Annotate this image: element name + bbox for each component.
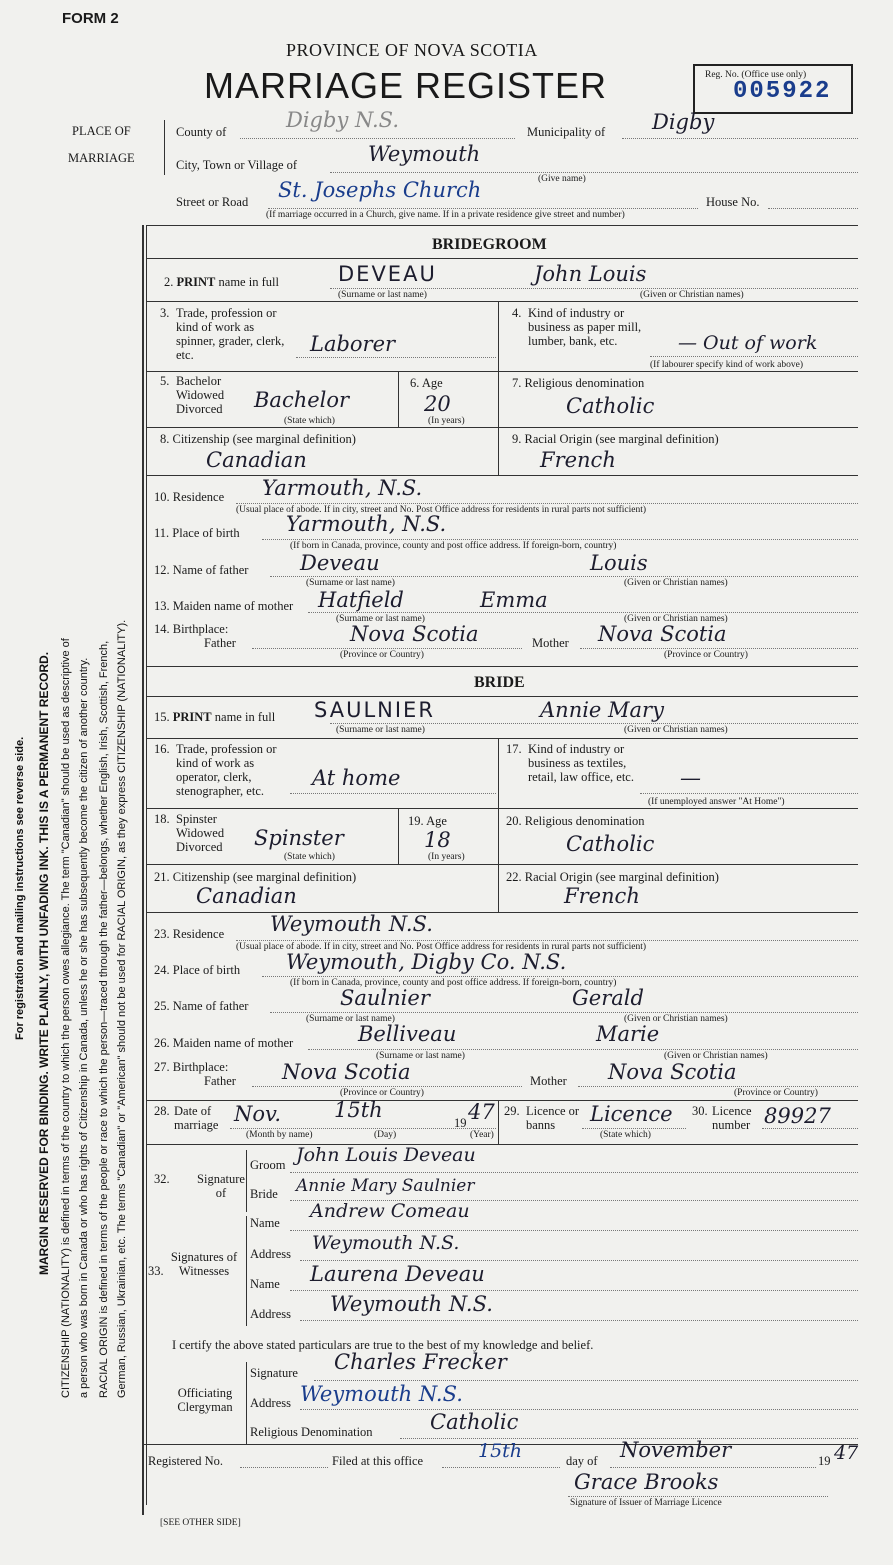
bride-status-hint: (State which): [284, 852, 335, 862]
bridegroom-heading: BRIDEGROOM: [432, 236, 547, 253]
surname-hint: (Surname or last name): [338, 290, 427, 300]
bride-signature[interactable]: Annie Mary Saulnier: [296, 1176, 475, 1196]
f7-label: 7. Religious denomination: [512, 376, 645, 390]
witness1-address-label: Address: [250, 1247, 291, 1261]
give-name-hint: (Give name): [538, 174, 586, 184]
see-other-side: [SEE OTHER SIDE]: [160, 1518, 241, 1528]
f18-num: 18.: [154, 812, 170, 826]
bride-age-hint: (In years): [428, 852, 465, 862]
f23-label: 23. Residence: [154, 927, 225, 941]
definition-line-2: a person who was born in Canada or who has rights of Citizenship in Canada, unless he or she has subsequently become the citizen of another country.: [78, 657, 90, 1398]
bride-sig-label: Bride: [250, 1187, 278, 1201]
f24-label: 24. Place of birth: [154, 963, 241, 977]
bride-mother-province-hint: (Province or Country): [734, 1088, 818, 1098]
bride-trade[interactable]: At home: [312, 766, 401, 790]
f11-label: 11. Place of birth: [154, 526, 240, 540]
bride-industry[interactable]: —: [680, 766, 701, 790]
binding-note: MARGIN RESERVED FOR BINDING. WRITE PLAINLY, WITH UNFADING INK. THIS IS A PERMANENT RECORD.: [37, 651, 51, 1275]
f14-mother-label: Mother: [532, 636, 569, 650]
residence-hint: (Usual place of abode. If in city, street and No. Post Office address for residents in rural parts not sufficient): [236, 505, 647, 515]
f2-label: 2. PRINT name in full: [164, 275, 279, 289]
bride-father-given-hint: (Given or Christian names): [624, 1014, 728, 1024]
page-title: MARRIAGE REGISTER: [204, 65, 608, 106]
marriage-month[interactable]: Nov.: [234, 1102, 282, 1126]
province-heading: PROVINCE OF NOVA SCOTIA: [286, 40, 538, 60]
groom-given[interactable]: John Louis: [534, 262, 647, 286]
street-label: Street or Road: [176, 195, 249, 209]
groom-signature[interactable]: John Louis Deveau: [296, 1144, 476, 1166]
groom-origin[interactable]: French: [540, 448, 616, 472]
bride-mother-given-hint: (Given or Christian names): [664, 1051, 768, 1061]
bride-age[interactable]: 18: [424, 828, 451, 852]
filed-day[interactable]: 15th: [478, 1440, 523, 1462]
groom-mother-surname[interactable]: Hatfield: [318, 588, 404, 612]
bride-given-hint: (Given or Christian names): [624, 725, 728, 735]
day-of-label: day of: [566, 1454, 598, 1468]
witness2-name-label: Name: [250, 1277, 280, 1291]
f27-father-label: Father: [204, 1074, 236, 1088]
witness1-name-label: Name: [250, 1216, 280, 1230]
issuer-signature[interactable]: Grace Brooks: [574, 1470, 719, 1494]
instructions-note: For registration and mailing instructions see reverse side.: [14, 736, 26, 1040]
f10-label: 10. Residence: [154, 490, 225, 504]
registered-label: Registered No.: [148, 1454, 223, 1468]
f25-label: 25. Name of father: [154, 999, 249, 1013]
f17-hint: (If unemployed answer "At Home"): [648, 797, 785, 807]
bride-surname[interactable]: SAULNIER: [314, 698, 435, 722]
status-hint: (State which): [284, 416, 335, 426]
f17-num: 17.: [506, 742, 522, 756]
clergy-denomination-label: Religious Denomination: [250, 1425, 373, 1439]
f32-num: 32.: [154, 1172, 170, 1186]
witness2-name[interactable]: Laurena Deveau: [310, 1262, 485, 1286]
f5-label: Bachelor Widowed Divorced: [176, 374, 225, 416]
f20-label: 20. Religious denomination: [506, 814, 645, 828]
groom-birthplace[interactable]: Yarmouth, N.S.: [286, 512, 447, 536]
marriage-day[interactable]: 15th: [334, 1098, 383, 1122]
bride-heading: BRIDE: [474, 674, 525, 691]
groom-sig-label: Groom: [250, 1158, 286, 1172]
bride-residence-hint: (Usual place of abode. If in city, street and No. Post Office address for residents in rural parts not sufficient): [236, 942, 647, 952]
witness1-name[interactable]: Andrew Comeau: [310, 1200, 470, 1222]
month-hint: (Month by name): [246, 1130, 313, 1140]
licence-state-hint: (State which): [600, 1130, 651, 1140]
f6-label: 6. Age: [410, 376, 443, 390]
bride-father-birthplace[interactable]: Nova Scotia: [282, 1060, 411, 1084]
bride-mother-birthplace[interactable]: Nova Scotia: [608, 1060, 737, 1084]
place-of-label: PLACE OF: [72, 124, 131, 138]
day-hint: (Day): [374, 1130, 397, 1140]
filed-month[interactable]: November: [620, 1438, 732, 1462]
reg-label: Reg. No. (Office use only): [705, 70, 807, 80]
bride-religion[interactable]: Catholic: [566, 832, 655, 856]
county-label: County of: [176, 125, 227, 139]
f16-label: Trade, profession or kind of work as operator, clerk, stenographer, etc.: [176, 742, 277, 798]
bride-given[interactable]: Annie Mary: [540, 698, 664, 722]
definition-line-4: German, Russian, Ukrainian, etc. The terms "Canadian" or "American" should not be used for RACIAL ORIGIN, as they express CITIZENSHIP (NATIONALITY).: [116, 619, 128, 1398]
clergy-denomination[interactable]: Catholic: [430, 1410, 519, 1434]
f29-label: Licence or banns: [526, 1104, 580, 1132]
mother-given-hint: (Given or Christian names): [624, 614, 728, 624]
f30-label: Licence number: [712, 1104, 752, 1132]
groom-industry[interactable]: — Out of work: [678, 332, 818, 354]
definition-line-1: CITIZENSHIP (NATIONALITY) is defined in terms of the country to which the person owes allegiance. The term "Canadian" should be used as descriptive of: [60, 638, 72, 1398]
witness2-address-label: Address: [250, 1307, 291, 1321]
father-given-hint: (Given or Christian names): [624, 578, 728, 588]
bride-father-given[interactable]: Gerald: [572, 986, 644, 1010]
f3-label: Trade, profession or kind of work as spinner, grader, clerk, etc.: [176, 306, 285, 362]
groom-citizenship[interactable]: Canadian: [206, 448, 307, 472]
f29-num: 29.: [504, 1104, 520, 1118]
f26-label: 26. Maiden name of mother: [154, 1036, 294, 1050]
groom-trade[interactable]: Laborer: [310, 332, 396, 356]
groom-mother-given[interactable]: Emma: [480, 588, 548, 612]
f12-label: 12. Name of father: [154, 563, 249, 577]
groom-mother-birthplace[interactable]: Nova Scotia: [598, 622, 727, 646]
f33-num: 33.: [148, 1264, 164, 1278]
f16-num: 16.: [154, 742, 170, 756]
f4-hint: (If labourer specify kind of work above): [650, 360, 803, 370]
f27-mother-label: Mother: [530, 1074, 567, 1088]
witness1-address[interactable]: Weymouth N.S.: [312, 1232, 460, 1254]
mother-province-hint: (Province or Country): [664, 650, 748, 660]
bride-status[interactable]: Spinster: [254, 826, 344, 850]
father-surname-hint: (Surname or last name): [306, 578, 395, 588]
issuer-label: Signature of Issuer of Marriage Licence: [570, 1498, 722, 1508]
witness2-address[interactable]: Weymouth N.S.: [330, 1292, 493, 1316]
f3-num: 3.: [160, 306, 170, 320]
bride-mother-surname-hint: (Surname or last name): [376, 1051, 465, 1061]
bride-mother-given[interactable]: Marie: [596, 1022, 660, 1046]
f22-label: 22. Racial Origin (see marginal definition): [506, 870, 719, 884]
f27-label: 27. Birthplace:: [154, 1060, 229, 1074]
f9-label: 9. Racial Origin (see marginal definition): [512, 432, 719, 446]
form-number: FORM 2: [62, 10, 119, 27]
street-note: (If marriage occurred in a Church, give name. If in a private residence give street and number): [266, 210, 625, 220]
filed-label: Filed at this office: [332, 1454, 424, 1468]
f8-label: 8. Citizenship (see marginal definition): [160, 432, 356, 446]
bride-birthplace[interactable]: Weymouth, Digby Co. N.S.: [286, 950, 567, 974]
house-label: House No.: [706, 195, 760, 209]
city-label: City, Town or Village of: [176, 158, 298, 172]
certify-statement: I certify the above stated particulars are true to the best of my knowledge and belief.: [172, 1338, 594, 1352]
filed-year-prefix: 19: [818, 1454, 831, 1468]
licence-type[interactable]: Licence: [590, 1102, 673, 1126]
place-bracket: [164, 120, 165, 175]
f32-label-text: Signature of: [197, 1172, 245, 1200]
f13-label: 13. Maiden name of mother: [154, 599, 294, 613]
street-value[interactable]: St. Josephs Church: [278, 178, 482, 202]
groom-residence[interactable]: Yarmouth, N.S.: [262, 476, 423, 500]
marriage-year[interactable]: 47: [468, 1100, 495, 1124]
f14-father-label: Father: [204, 636, 236, 650]
marriage-label: MARRIAGE: [68, 151, 135, 165]
f17-label: Kind of industry or business as textiles, retail, law office, etc.: [528, 742, 634, 784]
county-value[interactable]: Digby N.S.: [286, 108, 399, 132]
bride-residence[interactable]: Weymouth N.S.: [270, 912, 433, 936]
bride-origin[interactable]: French: [564, 884, 640, 908]
bride-citizenship[interactable]: Canadian: [196, 884, 297, 908]
age-hint: (In years): [428, 416, 465, 426]
f4-num: 4.: [512, 306, 522, 320]
bride-father-surname[interactable]: Saulnier: [340, 986, 430, 1010]
groom-religion[interactable]: Catholic: [566, 394, 655, 418]
f30-num: 30.: [692, 1104, 708, 1118]
definition-line-3: RACIAL ORIGIN is defined in terms of the people or race to which the person—traced through the father—belongs, whether English, Irish, Scottish, French,: [98, 640, 110, 1398]
licence-number[interactable]: 89927: [764, 1104, 831, 1128]
father-province-hint: (Province or Country): [340, 650, 424, 660]
birth-hint: (If born in Canada, province, county and post office address. If foreign-born, country): [290, 541, 617, 551]
f19-label: 19. Age: [408, 814, 447, 828]
f28-label: Date of marriage: [174, 1104, 219, 1132]
given-hint: (Given or Christian names): [640, 290, 744, 300]
groom-father-given[interactable]: Louis: [590, 551, 648, 575]
bride-birth-hint: (If born in Canada, province, county and post office address. If foreign-born, country): [290, 978, 617, 988]
bride-father-province-hint: (Province or Country): [340, 1088, 424, 1098]
f5-num: 5.: [160, 374, 170, 388]
f28-num: 28.: [154, 1104, 170, 1118]
municipality-label: Municipality of: [527, 125, 606, 139]
bride-mother-surname[interactable]: Belliveau: [358, 1022, 457, 1046]
year-hint: (Year): [470, 1130, 494, 1140]
year-prefix: 19: [454, 1116, 467, 1130]
clergy-address[interactable]: Weymouth N.S.: [300, 1382, 463, 1406]
groom-surname[interactable]: DEVEAU: [338, 262, 437, 286]
f14-label: 14. Birthplace:: [154, 622, 229, 636]
clergy-signature[interactable]: Charles Frecker: [334, 1350, 507, 1374]
f4-label: Kind of industry or business as paper mill, lumber, bank, etc.: [528, 306, 642, 348]
city-value[interactable]: Weymouth: [368, 142, 481, 166]
filed-year[interactable]: 47: [834, 1442, 859, 1464]
clergy-label: Officiating Clergyman: [177, 1386, 233, 1414]
clergy-address-label: Address: [250, 1396, 291, 1410]
f21-label: 21. Citizenship (see marginal definition): [154, 870, 357, 884]
clergy-signature-label: Signature: [250, 1366, 298, 1380]
bride-father-surname-hint: (Surname or last name): [306, 1014, 395, 1024]
groom-father-surname[interactable]: Deveau: [300, 551, 380, 575]
reg-number: 005922: [733, 78, 832, 105]
municipality-value[interactable]: Digby: [652, 110, 715, 134]
f33-label: Signatures of Witnesses: [170, 1250, 238, 1278]
groom-age[interactable]: 20: [424, 392, 451, 416]
groom-father-birthplace[interactable]: Nova Scotia: [350, 622, 479, 646]
groom-status[interactable]: Bachelor: [254, 388, 350, 412]
bride-surname-hint: (Surname or last name): [336, 725, 425, 735]
reg-number-box: [693, 64, 853, 114]
mother-surname-hint: (Surname or last name): [336, 614, 425, 624]
f18-label: Spinster Widowed Divorced: [176, 812, 225, 854]
f15-label: 15. PRINT name in full: [154, 710, 276, 724]
